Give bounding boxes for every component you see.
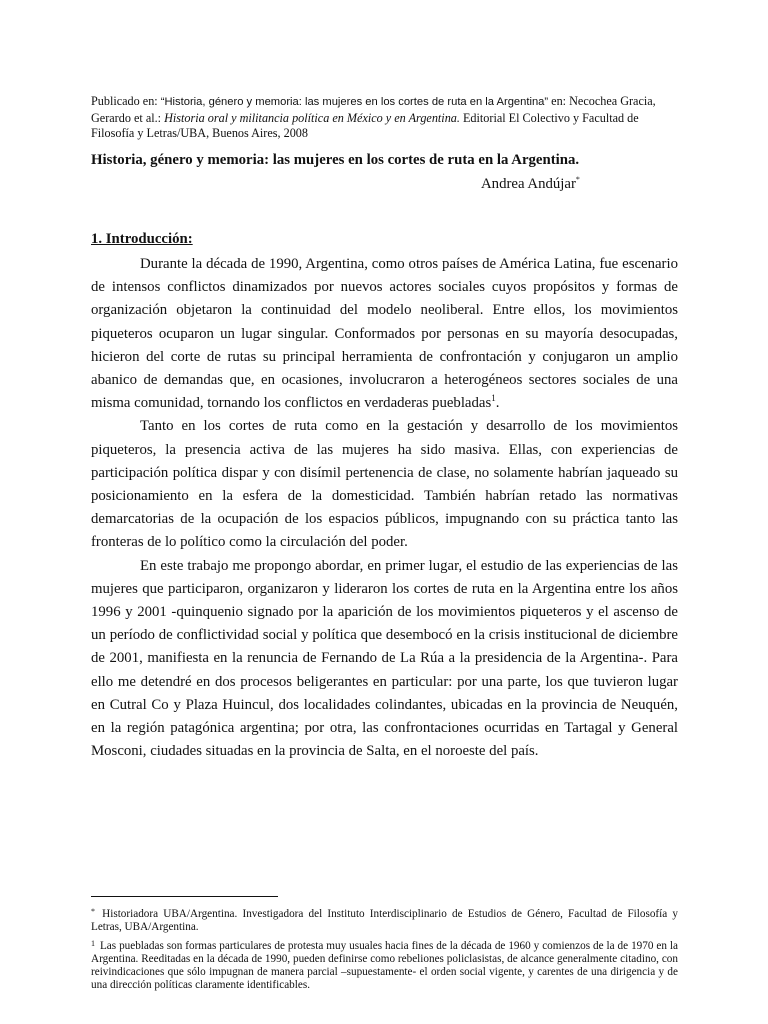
footnote-author [91,905,678,935]
publication-prefix: Publicado en: [91,94,161,108]
paragraph-1 [91,253,678,415]
publication-book-title: Historia oral y militancia política en México y en Argentina. [164,110,460,125]
footnote-author-text: Historiadora UBA/Argentina. Investigadora del Instituto Interdisciplinario de Estudios de Género, Facultad de Filosofía y Letras, UBA/Argentina. [91,908,678,934]
paragraph-1-end: . [495,395,500,412]
section-heading: 1. Introducción: [91,231,193,247]
author-name: Andrea Andújar [481,176,576,192]
author-footnote-mark: * [575,175,580,184]
publication-note [91,94,678,142]
publication-suffix: Editorial El Colectivo y Facultad de Filosofía y Letras/UBA, Buenos Aires, 2008 [91,110,639,141]
document-title: Historia, género y memoria: las mujeres en los cortes de ruta en la Argentina. [91,152,580,168]
publication-chapter-title: “Historia, género y memoria: las mujeres en los cortes de ruta en la Argentina” [160,96,549,108]
footnotes [91,905,678,993]
footnote-1-text: Las puebladas son formas particulares de protesta muy usuales hacia fines de la década de 1960 y comienzos de la de 1970 en la Argentina. Reeditadas en la década de 1990, pueden definirse como rebeliones policlasistas, de alcance generalmente citadino, con reivindicaciones que sólo impugnan de manera parcial –supuestamente- el orden social vigente, y carentes de una dirigencia y de una dirección políticas claramente identificables. [91,939,678,992]
document-page [91,0,678,1024]
author-line [481,171,580,193]
paragraph-3: En este trabajo me propongo abordar, en primer lugar, el estudio de las experiencias de las mujeres que participaron, organizaron y lideraron los cortes de ruta en la Argentina entre los años 1996 y 2001 -quinquenio signado por la aparición de los movimientos piqueteros y el ascenso de un período de conflictividad social y política que desembocó en la crisis institucional de diciembre de 2001, manifiesta en la renuncia de Fernando de La Rúa a la presidencia de la Argentina-. Para ello me detendré en dos procesos beligerantes en particular: por una parte, los que tuvieron lugar en Cutral Co y Plaza Huincul, dos localidades colindantes, ubicadas en la provincia de Neuquén, en la región patagónica argentina; por otra, las confrontaciones ocurridas en Tartagal y General Mosconi, ciudades situadas en la provincia de Salta, en el noroeste del país. [91,557,678,760]
footnote-1-mark: 1 [91,938,95,948]
footnote-reference-1: 1 [491,393,496,404]
footnote-divider [91,896,278,897]
publication-mid: en: Necochea Gracia, Gerardo et al.: [91,94,656,125]
body-text [91,253,678,763]
paragraph-2: Tanto en los cortes de ruta como en la gestación y desarrollo de los movimientos piqueteros, la presencia activa de las mujeres ha sido masiva. Ellas, con experiencias de participación política dispar y con disímil pertenencia de clase, no solamente habrían jaqueado su posicionamiento en la esfera de la domesticidad. También habrían retado las normativas demarcatorias de la ocupación de los espacios públicos, impugnando con su práctica tanto las fronteras de lo político como la circulación del poder. [91,418,678,551]
footnote-author-mark: * [91,907,95,916]
paragraph-1-text: Durante la década de 1990, Argentina, como otros países de América Latina, fue escenario de intensos conflictos dinamizados por nuevos actores sociales cuyos propósitos y formas de organización objetaron la continuidad del modelo neoliberal. Entre ellos, los movimientos piqueteros ocuparon un lugar singular. Conformados por personas en su mayoría desocupadas, hicieron del corte de rutas su principal herramienta de confrontación y conjugaron un amplio abanico de demandas que, en ocasiones, involucraron a heterogéneos sectores sociales de una misma comunidad, tornando los conflictos en verdaderas puebladas [91,256,678,412]
footnote-1 [91,937,678,993]
